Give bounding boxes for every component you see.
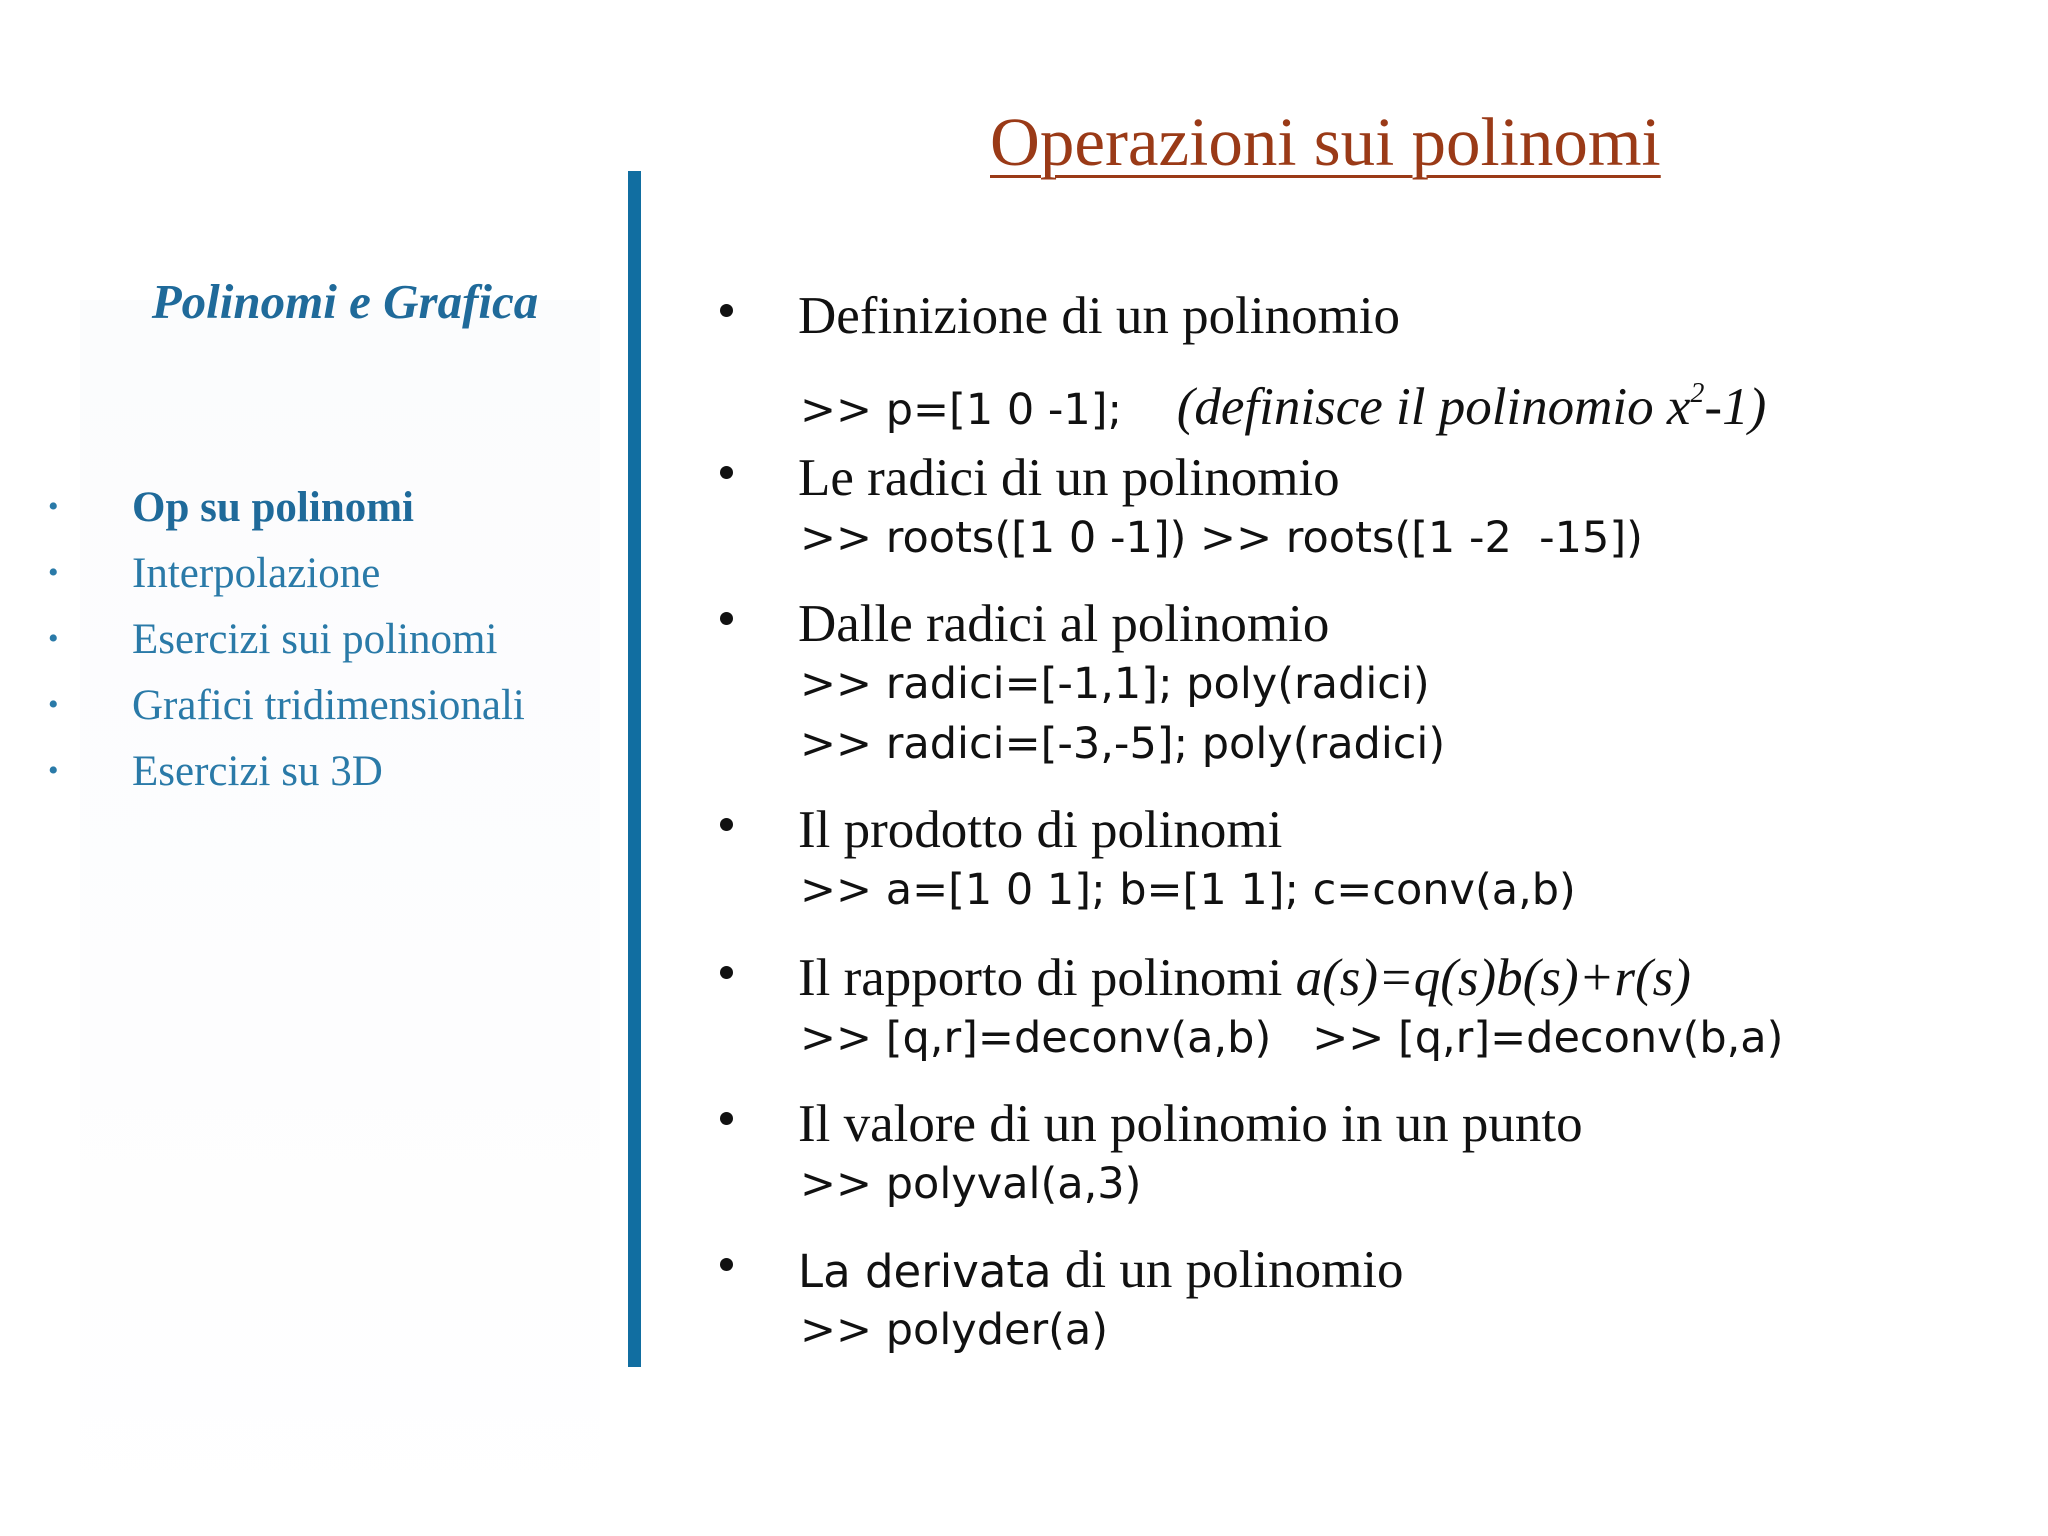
code-line: >> radici=[-3,-5]; poly(radici) <box>800 719 1446 769</box>
bullet-dot-icon <box>720 966 733 979</box>
bullet-dot-icon <box>720 1112 733 1125</box>
code-line: >> [q,r]=deconv(a,b) >> [q,r]=deconv(b,a) <box>800 1013 1784 1063</box>
sidebar-item-label: Interpolazione <box>132 549 381 597</box>
bullet-heading: Le radici di un polinomio <box>798 449 1340 507</box>
code-line: >> polyder(a) <box>800 1305 1109 1355</box>
sidebar-heading: Polinomi e Grafica <box>151 274 539 329</box>
bullet-heading: Definizione di un polinomio <box>798 287 1401 345</box>
comment-exponent: 2 <box>1690 378 1705 409</box>
formula-text: a(s)=q(s)b(s)+r(s) <box>1295 949 1691 1007</box>
bullet-icon: • <box>48 622 59 655</box>
sidebar-item-label: Esercizi sui polinomi <box>132 615 498 663</box>
bullet-icon: • <box>48 490 59 523</box>
bullet-heading <box>798 1240 1404 1302</box>
bullet-heading <box>798 948 1691 1008</box>
bullet-heading: Il valore di un polinomio in un punto <box>798 1095 1583 1153</box>
bullet-dot-icon <box>720 466 733 479</box>
code-line: >> polyval(a,3) <box>800 1159 1142 1209</box>
code-text: >> p=[1 0 -1]; <box>800 385 1123 435</box>
bullet-heading: Dalle radici al polinomio <box>798 595 1330 653</box>
bullet-icon: • <box>48 688 59 721</box>
sidebar-item-label: Esercizi su 3D <box>132 747 383 795</box>
bullet-dot-icon <box>720 1258 733 1271</box>
code-line: >> a=[1 0 1]; b=[1 1]; c=conv(a,b) <box>800 865 1576 915</box>
code-line: >> radici=[-1,1]; poly(radici) <box>800 659 1430 709</box>
bullet-dot-icon <box>720 304 733 317</box>
bullet-heading-sans: La derivata <box>798 1245 1052 1298</box>
bullet-dot-icon <box>720 612 733 625</box>
bullet-dot-icon <box>720 818 733 831</box>
comment-text-end: -1) <box>1704 378 1767 436</box>
sidebar-item-label: Op su polinomi <box>132 483 414 531</box>
slide-title: Operazioni sui polinomi <box>990 104 1661 180</box>
comment-text: (definisce il polinomio x <box>1176 378 1691 436</box>
code-line: >> roots([1 0 -1]) >> roots([1 -2 -15]) <box>800 513 1643 563</box>
bullet-icon: • <box>48 754 59 787</box>
bullet-heading: Il prodotto di polinomi <box>798 801 1283 859</box>
bullet-heading-text: Il rapporto di polinomi <box>798 949 1283 1007</box>
code-comment <box>1177 378 1767 436</box>
code-line <box>800 366 1766 438</box>
sidebar-item-label: Grafici tridimensionali <box>132 681 525 729</box>
bullet-heading-rest: di un polinomio <box>1051 1241 1404 1299</box>
bullet-icon: • <box>48 556 59 589</box>
